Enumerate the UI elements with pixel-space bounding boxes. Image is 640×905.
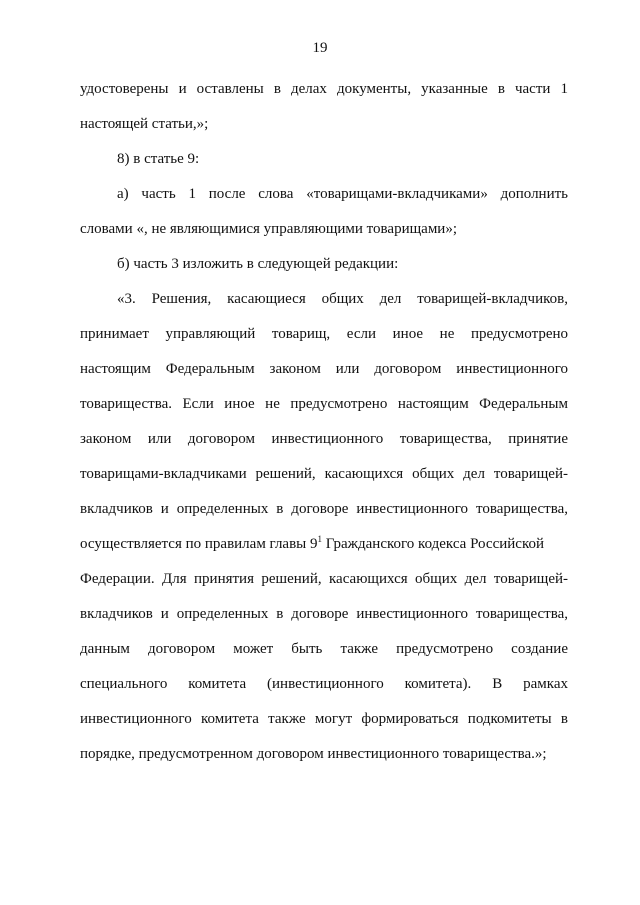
text-line-10: товарищества. Если иное не предусмотрено настоящим Федеральным (80, 396, 568, 412)
text-line-14-part-1: осуществляется по правилам главы 9 (80, 536, 318, 552)
text-line-16: вкладчиков и определенных в договоре инвестиционного товарищества, (80, 606, 568, 622)
page-number: 19 (312, 40, 328, 56)
text-line-7: «3. Решения, касающиеся общих дел товарищей-вкладчиков, (117, 291, 568, 307)
text-line-14 (80, 534, 568, 554)
text-line-11: законом или договором инвестиционного товарищества, принятие (80, 431, 568, 447)
text-line-8: принимает управляющий товарищ, если иное не предусмотрено (80, 326, 568, 342)
text-line-17: данным договором может быть также предусмотрено создание (80, 641, 568, 657)
text-line-2: настоящей статьи,»; (80, 116, 209, 132)
text-line-6: б) часть 3 изложить в следующей редакции: (117, 256, 399, 272)
text-line-15: Федерации. Для принятия решений, касающихся общих дел товарищей- (80, 571, 568, 587)
text-line-20: порядке, предусмотренном договором инвестиционного товарищества.»; (80, 746, 547, 762)
text-line-12: товарищами-вкладчиками решений, касающихся общих дел товарищей- (80, 466, 568, 482)
text-line-5: словами «, не являющимися управляющими товарищами»; (80, 221, 457, 237)
text-line-3: 8) в статье 9: (117, 151, 200, 167)
text-line-13: вкладчиков и определенных в договоре инвестиционного товарищества, (80, 501, 568, 517)
text-line-18: специального комитета (инвестиционного комитета). В рамках (80, 676, 568, 692)
text-line-19: инвестиционного комитета также могут формироваться подкомитеты в (80, 711, 568, 727)
text-line-14-part-2: Гражданского кодекса Российской (322, 536, 545, 552)
text-line-1: удостоверены и оставлены в делах документы, указанные в части 1 (80, 81, 568, 97)
superscript-chapter: 1 (317, 534, 323, 544)
text-line-9: настоящим Федеральным законом или договором инвестиционного (80, 361, 568, 377)
text-line-4: а) часть 1 после слова «товарищами-вкладчиками» дополнить (117, 186, 568, 202)
